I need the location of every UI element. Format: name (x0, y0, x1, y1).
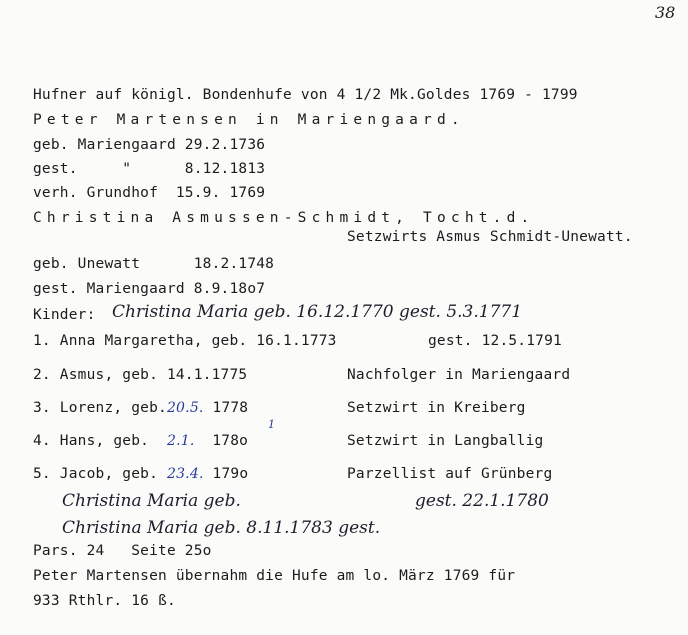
child-3-date-handwritten: 20.5. (166, 400, 204, 416)
child-1-death: gest. 12.5.1791 (428, 333, 562, 349)
handwritten-note-1: Christina Maria geb. (62, 491, 241, 511)
child-5-date-handwritten: 23.4. (166, 466, 204, 482)
child-5 (33, 465, 248, 483)
child-3-note: Setzwirt in Kreiberg (347, 400, 526, 416)
child-4-label: 4. Hans, geb. (33, 433, 150, 449)
child-3 (33, 399, 248, 417)
page-number: 38 (655, 3, 676, 22)
handwritten-note-2: Christina Maria geb. 8.11.1783 gest. (62, 518, 381, 538)
child-4-date-handwritten: 2.1. (166, 433, 195, 449)
child-4 (33, 432, 248, 450)
child-4-correction-mark: 1 (268, 418, 275, 431)
handwritten-note-1-death: gest. 22.1.1780 (415, 491, 549, 511)
child-5-year: 179o (212, 466, 249, 482)
child-5-note: Parzellist auf Grünberg (347, 466, 553, 482)
kinder-handwritten-note: Christina Maria geb. 16.12.1770 gest. 5.3.1771 (112, 302, 523, 322)
child-2-note: Nachfolger in Mariengaard (347, 367, 571, 383)
child-3-year: 1778 (212, 400, 249, 416)
line-birth: geb. Mariengaard 29.2.1736 (33, 137, 266, 153)
line-married: verh. Grundhof 15.9. 1769 (33, 185, 266, 201)
line-uebernahm: Peter Martensen übernahm die Hufe am lo. März 1769 für (33, 568, 516, 584)
child-4-note: Setzwirt in Langballig (347, 433, 544, 449)
line-setzwirts: Setzwirts Asmus Schmidt-Unewatt. (347, 229, 633, 245)
line-death: gest. " 8.12.1813 (33, 161, 266, 177)
child-1: 1. Anna Margaretha, geb. 16.1.1773 (33, 333, 337, 349)
line-hufner: Hufner auf königl. Bondenhufe von 4 1/2 Mk.Goldes 1769 - 1799 (33, 87, 578, 103)
line-price: 933 Rthlr. 16 ß. (33, 593, 176, 609)
child-5-label: 5. Jacob, geb. (33, 466, 159, 482)
line-pars: Pars. 24 Seite 25o (33, 543, 212, 559)
line-christina: Christina Asmussen-Schmidt, Tocht.d. (33, 210, 535, 226)
child-4-year: 178o (212, 433, 249, 449)
child-3-label: 3. Lorenz, geb. (33, 400, 167, 416)
kinder-label: Kinder: (33, 307, 96, 323)
line-wife-birth: geb. Unewatt 18.2.1748 (33, 256, 275, 272)
child-2: 2. Asmus, geb. 14.1.1775 (33, 367, 248, 383)
line-peter-martensen: Peter Martensen in Mariengaard. (33, 112, 465, 128)
line-wife-death: gest. Mariengaard 8.9.18o7 (33, 281, 266, 297)
